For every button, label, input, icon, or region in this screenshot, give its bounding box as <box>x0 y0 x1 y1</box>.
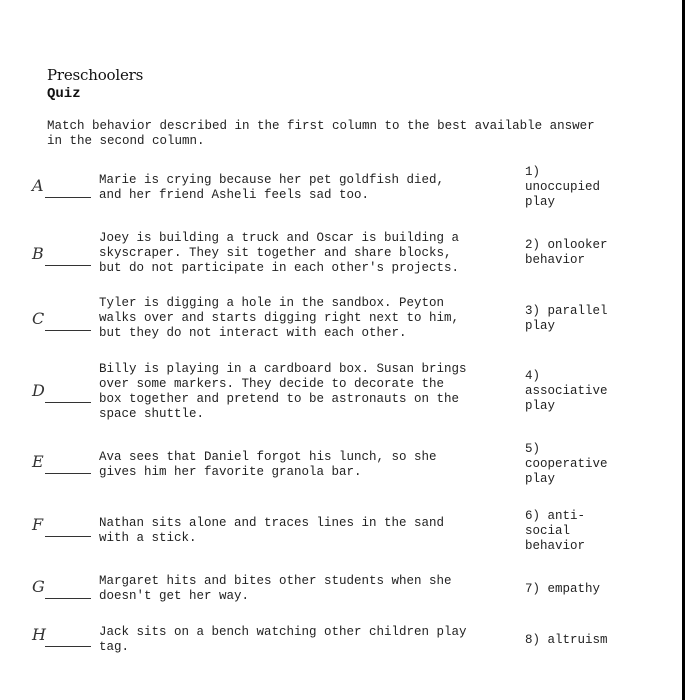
answer-blank-4[interactable] <box>30 381 90 405</box>
handwritten-answer-5: E <box>32 452 44 471</box>
answer-option-2: 2) onlooker behavior <box>525 238 608 267</box>
blank-line <box>45 646 91 647</box>
blank-line <box>45 265 91 266</box>
answer-blank-1[interactable] <box>30 176 90 200</box>
blank-line <box>45 598 91 599</box>
answer-blank-7[interactable] <box>30 577 90 601</box>
answer-option-6: 6) anti- social behavior <box>525 509 586 553</box>
behavior-item-2: Joey is building a truck and Oscar is building a skyscraper. They sit together and share blocks, but do not participate in each other's projects. <box>99 231 460 275</box>
handwritten-answer-8: H <box>32 625 46 644</box>
handwritten-answer-3: C <box>32 309 45 328</box>
handwritten-answer-4: D <box>32 381 45 400</box>
behavior-item-5: Ava sees that Daniel forgot his lunch, so she gives him her favorite granola bar. <box>99 450 437 479</box>
instructions: Match behavior described in the first column to the best available answer in the second column. <box>47 119 595 148</box>
behavior-item-7: Margaret hits and bites other students when she doesn't get her way. <box>99 574 452 603</box>
answer-blank-5[interactable] <box>30 452 90 476</box>
blank-line <box>45 197 91 198</box>
answer-option-4: 4) associative play <box>525 369 608 413</box>
answer-option-7: 7) empathy <box>525 582 601 596</box>
answer-blank-8[interactable] <box>30 625 90 649</box>
behavior-item-6: Nathan sits alone and traces lines in the sand with a stick. <box>99 516 445 545</box>
answer-option-1: 1) unoccupied play <box>525 165 601 209</box>
blank-line <box>45 402 91 403</box>
handwritten-answer-1: A <box>32 176 44 195</box>
answer-option-8: 8) altruism <box>525 633 608 647</box>
answer-option-3: 3) parallel play <box>525 304 608 333</box>
behavior-item-3: Tyler is digging a hole in the sandbox. Peyton walks over and starts digging right next to him, but they do not interact with each other. <box>99 296 460 340</box>
page-subtitle: Quiz <box>47 86 81 102</box>
blank-line <box>45 330 91 331</box>
page-title: Preschoolers <box>47 66 144 84</box>
blank-line <box>45 536 91 537</box>
behavior-item-8: Jack sits on a bench watching other children play tag. <box>99 625 467 654</box>
answer-option-5: 5) cooperative play <box>525 442 608 486</box>
handwritten-answer-7: G <box>32 577 45 596</box>
behavior-item-4: Billy is playing in a cardboard box. Susan brings over some markers. They decide to decorate the box together and pretend to be astronauts on the space shuttle. <box>99 362 467 421</box>
handwritten-answer-6: F <box>32 515 44 534</box>
handwritten-answer-2: B <box>32 244 44 263</box>
behavior-item-1: Marie is crying because her pet goldfish died, and her friend Asheli feels sad too. <box>99 173 445 202</box>
answer-blank-2[interactable] <box>30 244 90 268</box>
answer-blank-6[interactable] <box>30 515 90 539</box>
blank-line <box>45 473 91 474</box>
answer-blank-3[interactable] <box>30 309 90 333</box>
